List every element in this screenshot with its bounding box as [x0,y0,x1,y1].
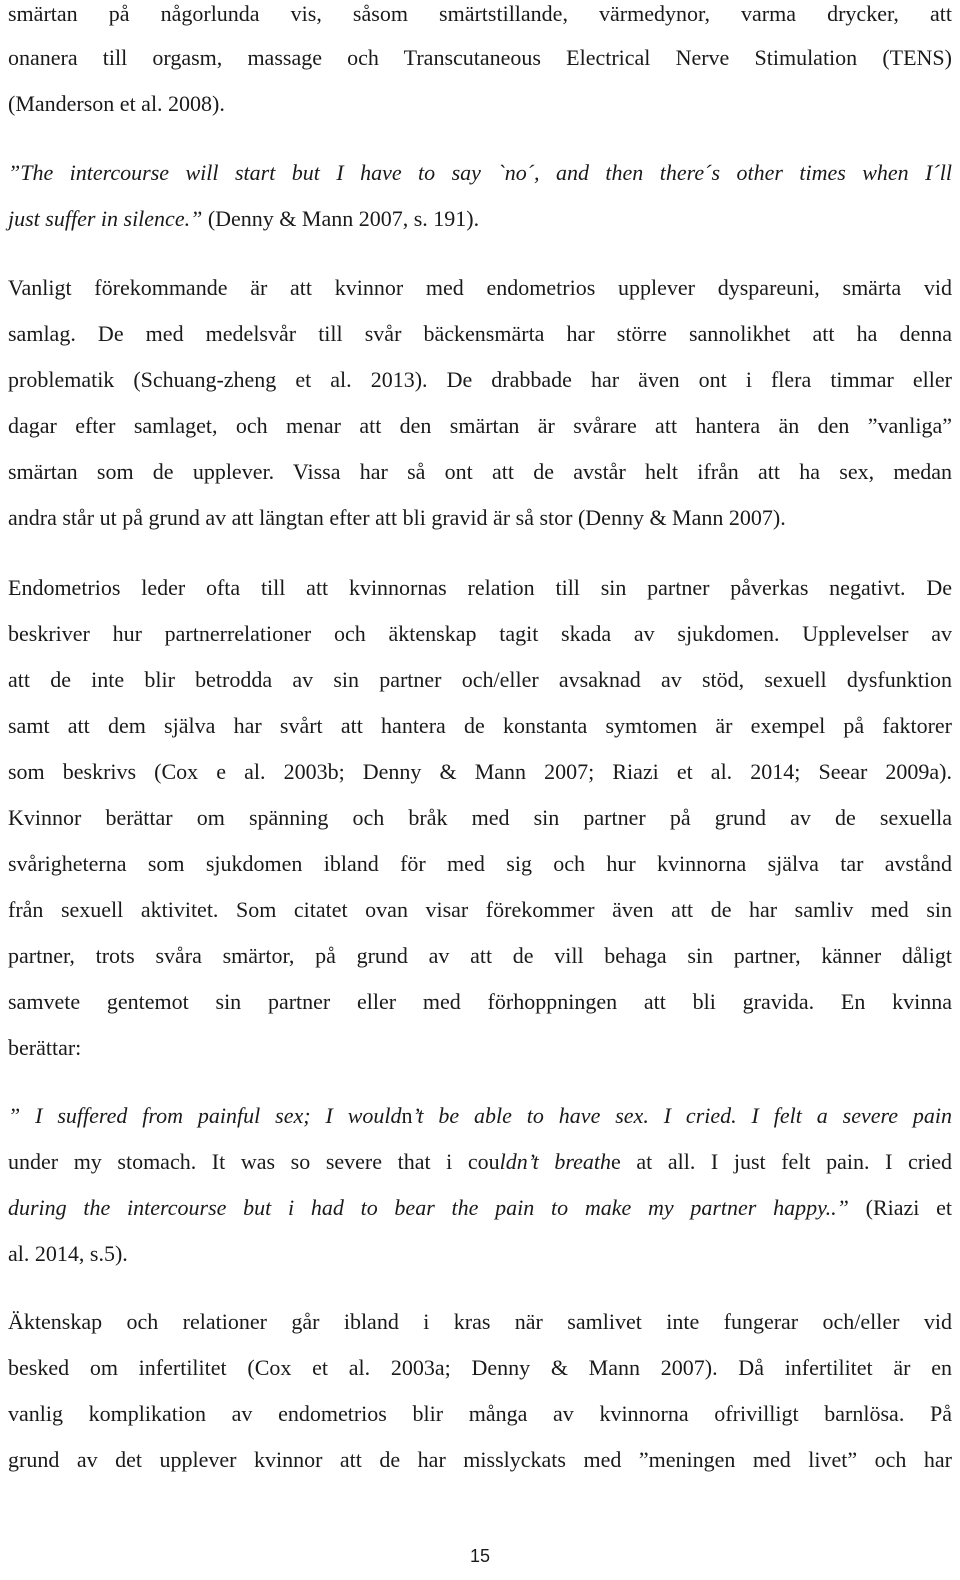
quote-line [8,1194,952,1222]
text-run: andra står ut på grund av att längtan efter att bli gravid är så stor (Denny & Mann 2007). [8,505,786,530]
text-run: vanlig komplikation av endometrios blir många av kvinnorna ofrivilligt barnlösa. På [8,1401,952,1426]
text-line [8,0,952,28]
quote-line [8,159,952,187]
text-line [8,896,952,924]
text-line [8,366,952,394]
quote-text: e at all. I just felt pain. I cried [611,1149,953,1174]
text-line [8,666,952,694]
text-line [8,712,952,740]
text-line [8,1400,952,1428]
text-run: berättar: [8,1035,82,1060]
text-line [8,320,952,348]
text-line [8,504,952,532]
quote-line [8,205,952,233]
text-run: Kvinnor berättar om spänning och bråk med sin partner på grund av de sexuella [8,805,952,830]
page-number: 15 [469,1546,491,1566]
quote-text: ” I suffered from painful sex; I would [8,1103,402,1128]
quote-text: n [401,1103,413,1128]
quote-line [8,1102,952,1130]
text-line [8,620,952,648]
text-line [8,458,952,486]
text-line [8,804,952,832]
text-run: onanera till orgasm, massage och Transcutaneous Electrical Nerve Stimulation (TENS) [8,45,952,70]
text-run: dagar efter samlaget, och menar att den smärtan är svårare att hantera än den ”vanliga” [8,413,952,438]
text-run: beskriver hur partnerrelationer och äktenskap tagit skada av sjukdomen. Upplevelser av [8,621,952,646]
text-run: som beskrivs (Cox e al. 2003b; Denny & Mann 2007; Riazi et al. 2014; Seear 2009a). [8,759,952,784]
citation: (Riazi et [865,1195,952,1220]
text-line [8,44,952,72]
text-line [8,1354,952,1382]
quote-text: ”The intercourse will start but I have to say `no´, and then there´s other times when I´ll [8,160,952,185]
quote-text: ’t be able to have sex. I cried. I felt a severe pain [412,1103,953,1128]
text-run: samlag. De med medelsvår till svår bäckensmärta har större sannolikhet att ha denna [8,321,952,346]
text-run: att de inte blir betrodda av sin partner och/eller avsaknad av stöd, sexuell dysfunktion [8,667,952,692]
text-run: besked om infertilitet (Cox et al. 2003a; Denny & Mann 2007). Då infertilitet är en [8,1355,952,1380]
text-line [8,1034,952,1062]
text-line [8,942,952,970]
quote-line [8,1148,952,1176]
text-run: från sexuell aktivitet. Som citatet ovan visar förekommer även att de har samliv med sin [8,897,952,922]
text-run: Vanligt förekommande är att kvinnor med endometrios upplever dyspareuni, smärta vid [8,275,952,300]
text-line [8,1446,952,1474]
text-run: smärtan som de upplever. Vissa har så ont att de avstår helt ifrån att ha sex, medan [8,459,952,484]
text-line [8,274,952,302]
text-run: (Manderson et al. 2008). [8,91,225,116]
text-run: samt att dem själva har svårt att hantera de konstanta symtomen är exempel på faktorer [8,713,952,738]
text-run: partner, trots svåra smärtor, på grund av att de vill behaga sin partner, känner dåligt [8,943,952,968]
text-run: samvete gentemot sin partner eller med förhoppningen att bli gravida. En kvinna [8,989,952,1014]
text-run: grund av det upplever kvinnor att de har misslyckats med ”meningen med livet” och har [8,1447,952,1472]
text-line [8,574,952,602]
text-line [8,412,952,440]
text-line [8,850,952,878]
text-line [8,758,952,786]
citation: (Denny & Mann 2007, s. 191). [207,206,480,231]
quote-text: just suffer in silence.” [8,206,208,231]
text-line [8,90,952,118]
quote-text: ldn’t breath [499,1149,611,1174]
quote-text: during the intercourse but i had to bear the pain to make my partner happy..” [8,1195,866,1220]
text-run: Äktenskap och relationer går ibland i kras när samlivet inte fungerar och/eller vid [8,1309,952,1334]
quote-line [8,1240,952,1268]
text-run: problematik (Schuang-zheng et al. 2013). De drabbade har även ont i flera timmar eller [8,367,952,392]
text-run: svårigheterna som sjukdomen ibland för med sig och hur kvinnorna själva tar avstånd [8,851,952,876]
quote-text: under my stomach. It was so severe that i cou [8,1149,500,1174]
text-line [8,988,952,1016]
text-line [8,1308,952,1336]
citation: al. 2014, s.5). [8,1241,128,1266]
text-run: Endometrios leder ofta till att kvinnornas relation till sin partner påverkas negativt. De [8,575,952,600]
text-run: smärtan på någorlunda vis, såsom smärtstillande, värmedynor, varma drycker, att [8,1,952,26]
